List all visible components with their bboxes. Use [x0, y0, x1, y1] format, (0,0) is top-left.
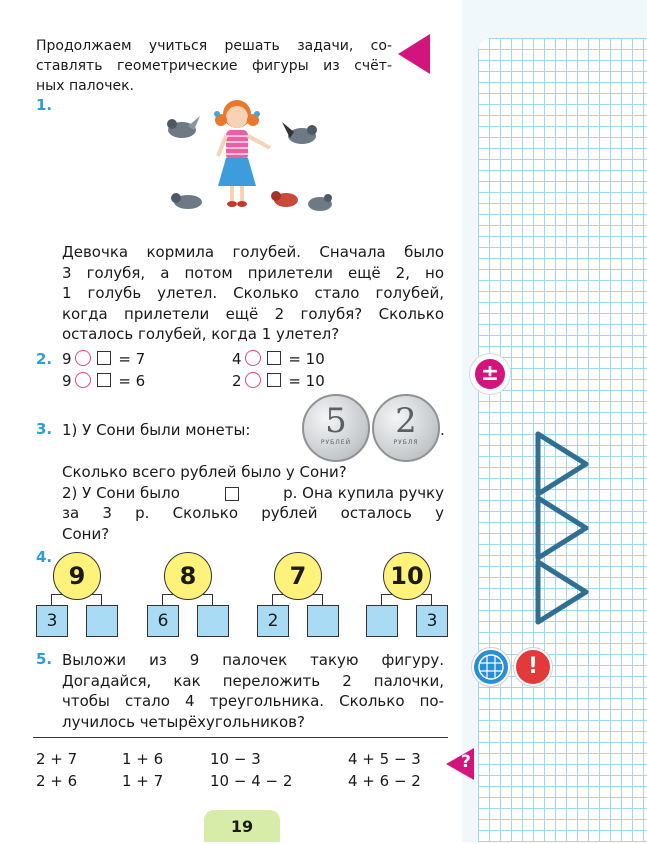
equation-result: = 10 — [288, 372, 325, 390]
number-circle: 8 — [164, 552, 212, 600]
exercise: 1 + 7 — [122, 772, 164, 790]
equation-result: = 6 — [118, 372, 146, 390]
task-number: 4. — [36, 548, 53, 566]
page-number: 19 — [204, 810, 280, 842]
operator-circle-icon — [245, 350, 261, 366]
operator-circle-icon — [75, 372, 91, 388]
coin-label: РУБЛЕЙ — [320, 439, 352, 446]
text-line: осталось голубей, когда 1 улетел? — [62, 325, 340, 343]
blank-square-icon — [97, 351, 111, 365]
task5-text — [62, 650, 444, 732]
exercise: 10 − 4 − 2 — [210, 772, 293, 790]
equation-result: = 7 — [118, 350, 146, 368]
task3-dot: . — [440, 421, 445, 439]
task3-line1: 1) У Сони были монеты: — [62, 421, 251, 439]
coin-value: 5 — [325, 401, 347, 441]
girl-feeding-pigeons-illustration — [152, 92, 332, 220]
blank-square-icon — [267, 351, 281, 365]
blank-square-icon — [97, 373, 111, 387]
equation-number: 9 — [62, 350, 72, 368]
intro-line: ставлять геометрические фигуры из счёт- — [36, 58, 392, 74]
task-number: 2. — [36, 350, 53, 368]
task-number: 3. — [36, 420, 53, 438]
blank-square-icon — [225, 487, 239, 501]
plus-minus-icon — [470, 354, 510, 394]
blank-square-icon — [267, 373, 281, 387]
girl-figure — [214, 100, 270, 207]
answer-box[interactable] — [197, 605, 229, 637]
equation-number: 4 — [232, 350, 242, 368]
exercise: 4 + 6 − 2 — [348, 772, 421, 790]
intro-line: ных палочек. — [36, 78, 134, 94]
answer-box[interactable] — [307, 605, 339, 637]
exercise: 10 − 3 — [210, 750, 261, 768]
text-line: Сони? — [62, 524, 110, 543]
task-number: 5. — [36, 650, 53, 668]
text-line: Догадайся, как переложить 2 палочки, — [62, 671, 444, 690]
number-circle: 10 — [383, 552, 431, 600]
text-line: за 3 р. Сколько рублей осталось у — [62, 504, 444, 522]
section-marker-triangle-icon — [398, 34, 430, 74]
stick — [538, 498, 586, 528]
equation — [62, 350, 145, 368]
text-line: чтобы стало 4 треугольника. Сколько по- — [62, 692, 444, 710]
answer-box[interactable] — [86, 605, 118, 637]
divider-line — [33, 737, 448, 738]
number-box: 6 — [147, 605, 179, 637]
globe-grid-glyph — [474, 650, 508, 684]
operator-circle-icon — [75, 350, 91, 366]
stick — [538, 464, 586, 494]
number-circle: 7 — [274, 552, 322, 600]
number-box: 3 — [36, 605, 68, 637]
text-fragment: р. Она купила ручку — [283, 483, 444, 502]
intro-line: Продолжаем учиться решать задачи, со- — [36, 38, 392, 54]
coin-label: РУБЛЯ — [393, 439, 419, 446]
equation — [232, 350, 325, 368]
plus-minus-symbol: ± — [480, 361, 500, 386]
answer-box[interactable] — [366, 605, 398, 637]
text-line: когда прилетели ещё 2 голубя? Сколько — [62, 304, 444, 323]
number-box: 3 — [416, 605, 448, 637]
pigeon-icon — [171, 193, 202, 209]
exercise: 2 + 6 — [36, 772, 78, 790]
question-icon: ? — [461, 752, 471, 772]
pigeon-icon — [271, 191, 298, 207]
intro-text — [36, 36, 392, 96]
equation-number: 2 — [232, 372, 242, 390]
exercise: 4 + 5 − 3 — [348, 750, 421, 768]
exercise: 2 + 7 — [36, 750, 78, 768]
task-number: 1. — [36, 96, 53, 114]
task3-text — [62, 462, 444, 544]
pigeon-icon — [308, 194, 332, 211]
plus-minus-icon-inner — [475, 359, 505, 389]
coin-2-rubles — [372, 394, 440, 462]
equation-result: = 10 — [288, 350, 325, 368]
pigeon-icon — [282, 122, 317, 144]
counting-sticks-figure — [530, 428, 596, 628]
equation-number: 9 — [62, 372, 72, 390]
number-circle: 9 — [53, 552, 101, 600]
stick — [538, 562, 586, 592]
globe-grid-icon — [472, 648, 510, 686]
exclamation-icon: ! — [514, 648, 552, 686]
stick — [538, 592, 586, 622]
text-line: Девочка кормила голубей. Сначала было — [62, 243, 444, 261]
task1-text — [62, 242, 444, 345]
stick — [538, 434, 586, 464]
coin-5-rubles — [302, 394, 370, 462]
text-line: 1 голубь улетел. Сколько стало голубей, — [62, 284, 444, 302]
text-line: лучилось четырёхугольников? — [62, 712, 305, 731]
exercise: 1 + 6 — [122, 750, 164, 768]
equation — [62, 372, 145, 390]
text-fragment: 2) У Сони было — [62, 483, 180, 502]
text-line: Выложи из 9 палочек такую фигуру. — [62, 651, 444, 669]
pigeon-icon — [167, 116, 200, 138]
text-line: Сколько всего рублей было у Сони? — [62, 463, 347, 481]
text-line: 3 голубя, а потом прилетели ещё 2, но — [62, 263, 444, 282]
operator-circle-icon — [245, 372, 261, 388]
coin-value: 2 — [395, 401, 417, 441]
stick — [538, 528, 586, 558]
text-line — [62, 483, 444, 504]
number-box: 2 — [257, 605, 289, 637]
equation — [232, 372, 325, 390]
